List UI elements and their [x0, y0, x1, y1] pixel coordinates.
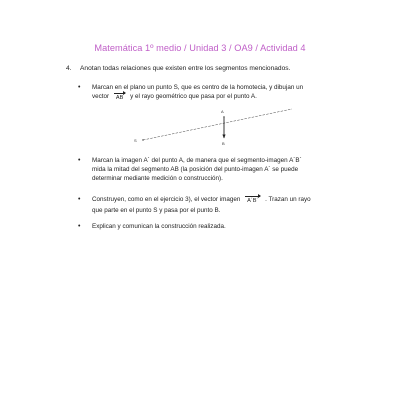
bullet-3-line-1	[92, 195, 352, 206]
exercise-statement: Anotan todas relaciones que existen entre los segmentos mencionados.	[80, 65, 291, 72]
bullet-2-text	[92, 156, 352, 184]
vector-ab-symbol: AB	[112, 94, 127, 103]
label-a: A	[221, 109, 224, 114]
bullet-3-line-1-after: . Trazan un rayo	[265, 196, 311, 203]
ray-through-a	[143, 109, 292, 140]
bullet-2-line-1: Marcan la imagen A´ del punto A, de manera que el segmento-imagen A´B´	[92, 157, 302, 164]
vector-a-prime-b-prime-symbol: A´B´	[243, 197, 262, 206]
exercise-number: 4.	[66, 65, 72, 72]
bullet-marker: •	[78, 196, 81, 203]
label-b: B	[222, 141, 225, 146]
bullet-2-line-2: mida la mitad del segmento AB (la posición del punto-imagen A´ se puede	[92, 166, 299, 174]
label-s: S	[134, 138, 137, 143]
bullet-3-text	[92, 195, 352, 215]
vector-ab-arrowhead	[222, 135, 225, 139]
bullet-1-line-1: Marcan en el plano un punto S, que es centro de la homotecia, y dibujan un	[92, 84, 304, 91]
bullet-4-line-1: Explican y comunican la construcción realizada.	[92, 223, 226, 230]
bullet-1-line-2-after: y el rayo geométrico que pasa por el punto A.	[130, 93, 257, 101]
bullet-3-line-2: que parte en el punto S y pasa por el punto B.	[92, 207, 221, 215]
bullet-3-line-1-before: Construyen, como en el ejercicio 3), el vector imagen	[92, 196, 241, 203]
bullet-marker: •	[78, 223, 81, 230]
page-title: Matemática 1º medio / Unidad 3 / OA9 / Actividad 4	[94, 43, 306, 53]
point-s	[142, 139, 143, 140]
bullet-4-text	[92, 222, 352, 231]
bullet-marker: •	[78, 157, 81, 164]
bullet-marker: •	[78, 84, 81, 91]
point-a	[223, 116, 224, 117]
bullet-1-line-2-before: vector	[92, 93, 110, 101]
bullet-2-line-3: determinar mediante medición o construcción).	[92, 175, 223, 183]
